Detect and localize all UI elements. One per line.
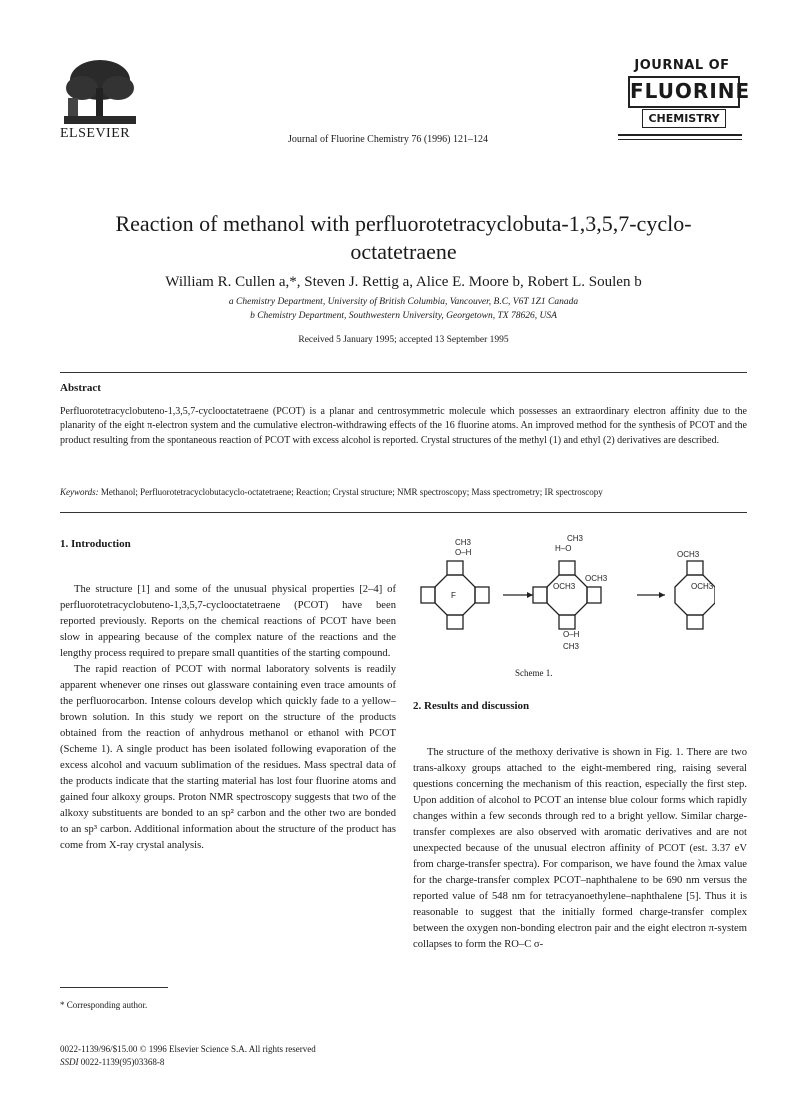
divider (60, 372, 747, 373)
journal-logo-line2: FLUORINE (628, 76, 740, 108)
copyright-line: 0022-1139/96/$15.00 © 1996 Elsevier Science S.A. All rights reserved (60, 1044, 316, 1054)
label-f: F (451, 591, 456, 600)
author-list: William R. Cullen a,*, Steven J. Rettig a, Alice E. Moore b, Robert L. Soulen b (165, 274, 642, 290)
label-och3: OCH3 (691, 582, 714, 591)
label-o-h: O–H (563, 630, 580, 639)
article-title (60, 210, 747, 266)
affiliation-b: b Chemistry Department, Southwestern University, Georgetown, TX 78626, USA (250, 311, 557, 321)
abstract-heading: Abstract (60, 382, 101, 394)
results-body (413, 745, 747, 953)
scheme-1-diagram (415, 535, 715, 655)
introduction-body (60, 582, 396, 854)
journal-logo-line3: CHEMISTRY (642, 109, 726, 128)
label-och3: OCH3 (585, 574, 608, 583)
received-dates: Received 5 January 1995; accepted 13 September 1995 (298, 335, 509, 345)
label-och3: OCH3 (677, 550, 700, 559)
keywords-text: Methanol; Perfluorotetracyclobutacyclo-octatetraene; Reaction; Crystal structure; NMR spectroscopy; Mass spectrometry; IR spectroscopy (100, 487, 603, 497)
affiliation-a: a Chemistry Department, University of British Columbia, Vancouver, B.C, V6T 1Z1 Canada (228, 297, 579, 307)
ssdi-line (60, 1056, 316, 1069)
paragraph: The rapid reaction of PCOT with normal laboratory solvents is readily apparent whenever one rinses out glassware containing even trace amounts of the perfluorocarbon. Intense colours develop which quickly fade to a yellow–brown solution. In this study we report on the structure of the products obtained from the reaction of anhydrous methanol or ethanol with PCOT (Scheme 1). A single product has been isolated following evaporation of the excess alcohol and vacuum sublimation of the residues. Mass spectral data of the products indicate that the starting material has lost four fluorine atoms and gained four alkoxy groups. Proton NMR spectroscopy suggests that two of the alkoxy substituents are bonded to an sp² carbon and the other two are bonded to an sp³ carbon. Additional information about the structure of the product has come from X-ray crystal analysis. (60, 664, 396, 851)
footnote: * Corresponding author. (60, 1000, 148, 1010)
label-ch3: CH3 (563, 642, 580, 651)
section-heading-introduction: 1. Introduction (60, 538, 131, 550)
ssdi-label: SSDI (60, 1057, 79, 1067)
ssdi-number: 0022-1139(95)03368-8 (80, 1057, 165, 1067)
section-heading-results: 2. Results and discussion (413, 700, 530, 712)
footnote-rule (60, 987, 168, 988)
label-ch3: CH3 (567, 535, 584, 543)
title-line-1: Reaction of methanol with perfluorotetracyclobuta-1,3,5,7-cyclo- (115, 211, 692, 236)
logo-rule (618, 139, 742, 140)
divider (60, 512, 747, 513)
journal-logo (618, 54, 751, 146)
label-h-o: H–O (555, 544, 572, 553)
keywords (60, 487, 747, 497)
journal-logo-line1: JOURNAL OF (634, 58, 730, 73)
label-och3: OCH3 (553, 582, 576, 591)
elsevier-tree-logo (60, 58, 140, 128)
label-ch3: CH3 (455, 538, 472, 547)
label-o-h: O–H (455, 548, 472, 557)
copyright-block (60, 1043, 316, 1069)
journal-citation: Journal of Fluorine Chemistry 76 (1996) 121–124 (288, 134, 488, 145)
publisher-name: ELSEVIER (60, 126, 131, 141)
paragraph: The structure [1] and some of the unusual physical properties [2–4] of perfluorotetracyclobuteno-1,3,5,7-cyclooctatetraene (PCOT) have been reported previously. Reports on the chemical reactions of PCOT have been slow in appearing because of the complex nature of the reactions and the lengthy process required to prepare small quantities of the starting compound. (60, 584, 396, 659)
scheme-caption: Scheme 1. (515, 668, 553, 678)
abstract-text: Perfluorotetracyclobuteno-1,3,5,7-cyclooctatetraene (PCOT) is a planar and centrosymmetric molecule which possesses an extraordinary electron affinity due to the planarity of the eight π-electron system and the cumulative electron-withdrawing effects of the 16 fluorine atoms. An improved method for the synthesis of PCOT and the product resulting from the spontaneous reaction of PCOT with excess alcohol is reported. Crystal structures of the methyl (1) and ethyl (2) derivatives are described. (60, 406, 747, 446)
title-line-2: octatetraene (350, 239, 457, 264)
logo-rule (618, 134, 742, 136)
keywords-label: Keywords: (60, 487, 99, 497)
paragraph: The structure of the methoxy derivative is shown in Fig. 1. There are two trans-alkoxy groups attached to the eight-membered ring, raising several questions concerning the mechanism of this reaction, especially the first step. Upon addition of alcohol to PCOT an intense blue colour forms which rapidly changes within a few seconds through red to a bright yellow. Similar charge-transfer complexes are also observed with aromatic derivatives and are not unexpected because of the unusual electron affinity of PCOT (est. 3.37 eV from charge-transfer spectra). For comparison, we have found the λmax value for the charge-transfer complex PCOT–naphthalene to be 690 nm versus the reported value of 548 nm for tetracyanoethylene–naphthalene [5]. Thus it is reasonable to suggest that the initially formed charge-transfer complex between the oxygen non-bonding electron pair and the eight electron π-system collapses to form the RO–C σ- (413, 747, 747, 950)
